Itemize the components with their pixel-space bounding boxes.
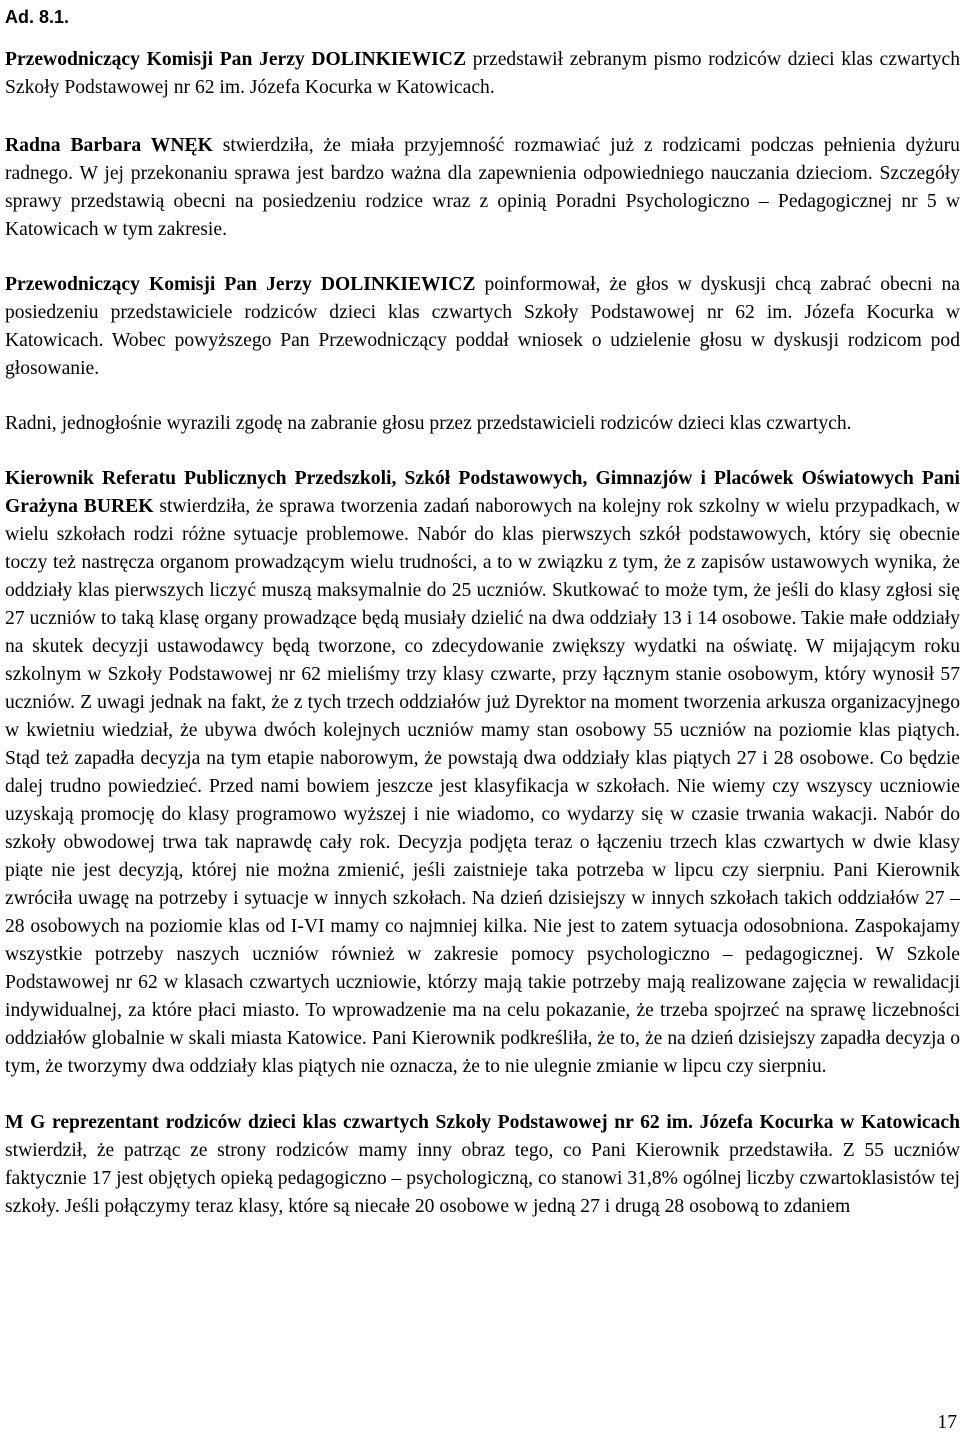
paragraph-text: stwierdził, że patrząc ze strony rodziców mamy inny obraz tego, co Pani Kierownik przedstawiła. Z 55 uczniów faktycznie 17 jest objętych opieką pedagogiczno – psychologiczną, co stanowi 31,8% ogólnej liczby czwartoklasistów tej szkoły. Jeśli połączymy teraz klasy, które są niecałe 20 osobowe w jedną 27 i drugą 28 osobową to zdaniem <box>5 1140 960 1217</box>
paragraph-chairman-motion <box>5 271 960 383</box>
paragraph-parent-representative <box>5 1109 960 1221</box>
speaker-name: Przewodniczący Komisji Pan Jerzy DOLINKIEWICZ <box>5 49 467 70</box>
page-number: 17 <box>937 1412 957 1433</box>
document-page <box>5 0 960 1221</box>
speaker-name: Przewodniczący Komisji Pan Jerzy DOLINKIEWICZ <box>5 274 476 295</box>
speaker-name: Kierownik Referatu Publicznych Przedszkoli, Szkół Podstawowych, Gimnazjów i Placówek Oświatowych Pani Grażyna BUREK <box>5 468 960 517</box>
speaker-name: M G reprezentant rodziców dzieci klas czwartych Szkoły Podstawowej nr 62 im. Józefa Kocurka w Katowicach <box>5 1112 960 1133</box>
paragraph-councillor-wnek <box>5 132 960 244</box>
speaker-name: Radna Barbara WNĘK <box>5 135 213 156</box>
paragraph-text: Radni, jednogłośnie wyrazili zgodę na zabranie głosu przez przedstawicieli rodziców dzieci klas czwartych. <box>5 413 852 434</box>
paragraph-text: stwierdziła, że sprawa tworzenia zadań naborowych na kolejny rok szkolny w wielu przypadkach, w wielu szkołach rodzi różne sytuacje problemowe. Nabór do klas pierwszych szkół podstawowych, który się obecnie toczy też nastręcza organom prowadzącym wielu trudności, a to w związku z tym, że z zapisów ustawowych wynika, że oddziały klas pierwszych liczyć muszą maksymalnie do 25 uczniów. Skutkować to może tym, że jeśli do klasy zgłosi się 27 uczniów to taką klasę organy prowadzące będą musiały dzielić na dwa oddziały 13 i 14 osobowe. Takie małe oddziały na skutek decyzji ustawodawcy będą tworzone, co zdecydowanie zwiększy wydatki na oświatę. W mijającym roku szkolnym w Szkoły Podstawowej nr 62 mieliśmy trzy klasy czwarte, przy łącznym stanie osobowym, który wynosił 57 uczniów. Z uwagi jednak na fakt, że z tych trzech oddziałów już Dyrektor na moment tworzenia arkusza organizacyjnego w kwietniu wiedział, że ubywa dwóch kolejnych uczniów mamy stan osobowy 55 uczniów na poziomie klas piątych. Stąd też zapadła decyzja na tym etapie naborowym, że powstają dwa oddziały klas piątych 27 i 28 osobowe. Co będzie dalej trudno powiedzieć. Przed nami bowiem jeszcze jest klasyfikacja w szkołach. Nie wiemy czy wszyscy uczniowie uzyskają promocję do klasy programowo wyższej i nie wiadomo, co wydarzy się w czasie trwania wakacji. Nabór do szkoły obwodowej trwa tak naprawdę cały rok. Decyzja podjęta teraz o łączeniu trzech klas czwartych w dwie klasy piąte nie jest decyzją, której nie można zmienić, jeśli zaistnieje taka potrzeba w lipcu czy sierpniu. Pani Kierownik zwróciła uwagę na potrzeby i sytuacje w innych szkołach. Na dzień dzisiejszy w innych szkołach takich oddziałów 27 – 28 osobowych na poziomie klas od I-VI mamy co najmniej kilka. Nie jest to zatem sytuacja odosobniona. Zaspokajamy wszystkie potrzeby naszych uczniów również w zakresie pomocy psychologiczno – pedagogicznej. W Szkole Podstawowej nr 62 w klasach czwartych uczniowie, którzy mają takie potrzeby mają realizowane zajęcia w rewalidacji indywidualnej, za które płaci miasto. To wprowadzenie ma na celu pokazanie, że trzeba spojrzeć na sprawę liczebności oddziałów globalnie w skali miasta Katowice. Pani Kierownik podkreśliła, że to, że na dzień dzisiejszy zapadła decyzja o tym, że tworzymy dwa oddziały klas piątych nie oznacza, że to nie ulegnie zmianie w lipcu czy sierpniu. <box>5 496 960 1077</box>
paragraph-text: stwierdziła, że miała przyjemność rozmawiać już z rodzicami podczas pełnienia dyżuru radnego. W jej przekonaniu sprawa jest bardzo ważna dla zapewnienia odpowiedniego nauczania dzieciom. Szczegóły sprawy przedstawią obecni na posiedzeniu rodzice wraz z opinią Poradni Psychologiczno – Pedagogicznej nr 5 w Katowicach w tym zakresie. <box>5 135 960 240</box>
paragraph-chairman-letter <box>5 46 960 102</box>
paragraph-text: poinformował, że głos w dyskusji chcą zabrać obecni na posiedzeniu przedstawiciele rodziców dzieci klas czwartych Szkoły Podstawowej nr 62 im. Józefa Kocurka w Katowicach. Wobec powyższego Pan Przewodniczący poddał wniosek o udzielenie głosu w dyskusji rodzicom pod głosowanie. <box>5 274 960 379</box>
paragraph-text: przedstawił zebranym pismo rodziców dzieci klas czwartych Szkoły Podstawowej nr 62 im. Józefa Kocurka w Katowicach. <box>5 49 960 98</box>
paragraph-vote-result <box>5 410 960 438</box>
section-heading: Ad. 8.1. <box>5 7 70 27</box>
paragraph-head-burek <box>5 465 960 1081</box>
